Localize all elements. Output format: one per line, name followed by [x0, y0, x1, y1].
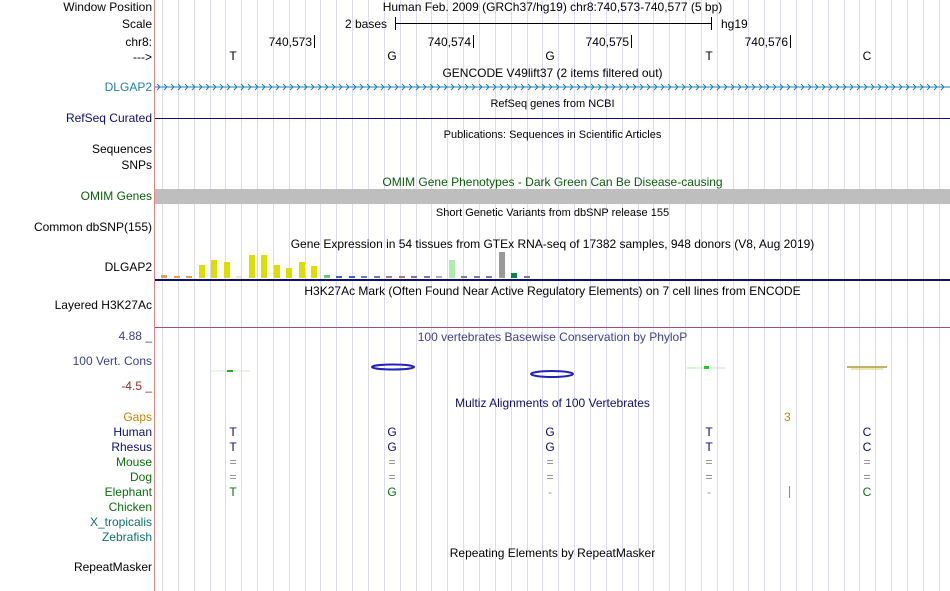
gtex-track-title: Gene Expression in 54 tissues from GTEx RNA-seq of 17382 samples, 948 donors (V8, Aug 2019) — [290, 237, 815, 251]
assembly-text: hg19 — [721, 17, 748, 31]
gtex-tissue-bar[interactable] — [286, 268, 292, 278]
snps-label[interactable]: SNPs — [121, 158, 152, 172]
h3k27ac-signal-baseline[interactable] — [155, 327, 950, 328]
gtex-tissue-bar[interactable] — [324, 275, 330, 278]
dbsnp-track-title: Short Genetic Variants from dbSNP release 155 — [435, 207, 670, 219]
species-elephant-label: Elephant — [104, 485, 152, 499]
track-label-column — [0, 0, 154, 591]
sequences-label[interactable]: Sequences — [91, 142, 152, 156]
gtex-tissue-bar[interactable] — [349, 276, 355, 278]
gtex-gene-label[interactable]: DLGAP2 — [104, 260, 152, 274]
phylop-track-title: 100 vertebrates Basewise Conservation by PhyloP — [417, 330, 688, 344]
species-dog-label: Dog — [129, 470, 152, 484]
elephant-base: G — [387, 485, 397, 499]
position-tick — [790, 35, 791, 48]
phylop-min-label: -4.5 _ — [121, 379, 152, 393]
human-base: G — [387, 425, 397, 439]
dog-base: = — [863, 470, 871, 484]
gtex-tissue-bar[interactable] — [361, 276, 367, 278]
elephant-base: - — [548, 485, 552, 499]
gencode-gene-feature[interactable] — [155, 81, 950, 93]
position-tick — [473, 35, 474, 48]
gencode-gene-label[interactable]: DLGAP2 — [104, 80, 152, 94]
vert-cons-label[interactable]: 100 Vert. Cons — [72, 354, 152, 368]
dog-base: = — [229, 470, 237, 484]
multiz-track-title: Multiz Alignments of 100 Vertebrates — [455, 396, 650, 410]
browser-track-area[interactable] — [155, 0, 950, 591]
species-chicken-label: Chicken — [108, 500, 152, 514]
mouse-base: = — [388, 455, 396, 469]
ref-base: C — [862, 49, 872, 63]
layered-h3k27ac-label[interactable]: Layered H3K27Ac — [54, 298, 152, 312]
species-human-label: Human — [113, 425, 152, 439]
window-position-text: Human Feb. 2009 (GRCh37/hg19) chr8:740,573-740,577 (5 bp) — [382, 0, 723, 14]
position-label: 740,575 — [585, 35, 629, 49]
scale-label: Scale — [121, 17, 152, 31]
gtex-tissue-bar[interactable] — [524, 276, 530, 278]
human-base: T — [705, 425, 713, 439]
gencode-track-title: GENCODE V49lift37 (2 items filtered out) — [442, 66, 663, 80]
ref-base: G — [387, 49, 397, 63]
mouse-base: = — [863, 455, 871, 469]
ref-base: G — [545, 49, 555, 63]
species-xtropicalis-label: X_tropicalis — [89, 515, 152, 529]
gtex-tissue-bar[interactable] — [511, 273, 517, 278]
position-tick — [631, 35, 632, 48]
gtex-tissue-bar[interactable] — [299, 262, 305, 278]
refseq-curated-label[interactable]: RefSeq Curated — [65, 111, 152, 125]
human-base: G — [545, 425, 555, 439]
species-zebrafish-label: Zebrafish — [101, 530, 152, 544]
mouse-base: = — [229, 455, 237, 469]
omim-track-title: OMIM Gene Phenotypes - Dark Green Can Be Disease-causing — [382, 175, 723, 189]
gtex-tissue-bar[interactable] — [311, 266, 317, 278]
gtex-tissue-bar[interactable] — [186, 276, 192, 278]
dog-base: = — [388, 470, 396, 484]
mouse-base: = — [546, 455, 554, 469]
rhesus-base: G — [545, 440, 555, 454]
scale-bar — [396, 23, 711, 24]
h3k27ac-track-title: H3K27Ac Mark (Often Found Near Active Regulatory Elements) on 7 cell lines from ENCODE — [304, 284, 801, 298]
repeatmasker-label[interactable]: RepeatMasker — [73, 560, 152, 574]
species-mouse-label: Mouse — [115, 455, 152, 469]
strand-arrow-label: ---> — [133, 50, 152, 64]
gtex-tissue-bar[interactable] — [436, 276, 442, 278]
gtex-tissue-bar[interactable] — [449, 260, 455, 278]
human-base: C — [862, 425, 872, 439]
scale-bar-right-tick — [711, 17, 712, 30]
position-tick — [314, 35, 315, 48]
gtex-tissue-bar[interactable] — [236, 276, 242, 278]
elephant-base: C — [862, 485, 872, 499]
omim-gene-bar[interactable] — [155, 189, 950, 204]
gtex-tissue-bar[interactable] — [499, 252, 505, 278]
gtex-tissue-bar[interactable] — [374, 276, 380, 278]
position-label: 740,576 — [744, 35, 788, 49]
gtex-tissue-bar[interactable] — [424, 276, 430, 278]
dog-base: = — [705, 470, 713, 484]
elephant-insertion-marker — [789, 486, 790, 498]
repeatmasker-track-title: Repeating Elements by RepeatMasker — [449, 546, 656, 560]
gtex-tissue-bar[interactable] — [486, 276, 492, 278]
dog-base: = — [546, 470, 554, 484]
gtex-tissue-bar[interactable] — [211, 260, 217, 278]
gtex-tissue-bar[interactable] — [274, 265, 280, 278]
rhesus-base: G — [387, 440, 397, 454]
gtex-tissue-bar[interactable] — [461, 276, 467, 278]
gtex-tissue-bar[interactable] — [174, 276, 180, 278]
phylop-max-label: 4.88 _ — [118, 329, 152, 343]
elephant-base: T — [229, 485, 237, 499]
gtex-tissue-bar[interactable] — [261, 255, 267, 278]
common-dbsnp-label[interactable]: Common dbSNP(155) — [33, 220, 152, 234]
phylop-conservation-logos[interactable] — [155, 355, 950, 385]
gtex-gene-model[interactable] — [155, 279, 950, 281]
gaps-count: 3 — [784, 410, 791, 424]
gtex-tissue-bar[interactable] — [199, 265, 205, 278]
gtex-tissue-bar[interactable] — [224, 262, 230, 278]
chr-label: chr8: — [125, 35, 152, 49]
ref-base: T — [229, 49, 237, 63]
window-position-label: Window Position — [63, 0, 152, 14]
gtex-bar-chart[interactable] — [161, 252, 561, 278]
gtex-tissue-bar[interactable] — [249, 255, 255, 278]
human-base: T — [229, 425, 237, 439]
rhesus-base: T — [229, 440, 237, 454]
refseq-gene-feature[interactable] — [155, 118, 950, 119]
refseq-track-title: RefSeq genes from NCBI — [490, 98, 615, 110]
gtex-tissue-bar[interactable] — [474, 276, 480, 278]
species-rhesus-label: Rhesus — [111, 440, 152, 454]
rhesus-base: T — [705, 440, 713, 454]
publications-track-title: Publications: Sequences in Scientific Articles — [443, 129, 662, 141]
position-label: 740,574 — [427, 35, 471, 49]
scale-bases-text: 2 bases — [345, 17, 388, 31]
gaps-label: Gaps — [123, 410, 152, 424]
gtex-tissue-bar[interactable] — [336, 276, 342, 278]
ref-base: T — [705, 49, 713, 63]
mouse-base: = — [705, 455, 713, 469]
omim-genes-label[interactable]: OMIM Genes — [80, 189, 152, 203]
gtex-tissue-bar[interactable] — [411, 276, 417, 278]
position-label: 740,573 — [268, 35, 312, 49]
gtex-tissue-bar[interactable] — [399, 276, 405, 278]
elephant-base: - — [707, 485, 711, 499]
gtex-tissue-bar[interactable] — [161, 275, 167, 278]
rhesus-base: C — [862, 440, 872, 454]
gtex-tissue-bar[interactable] — [386, 276, 392, 278]
